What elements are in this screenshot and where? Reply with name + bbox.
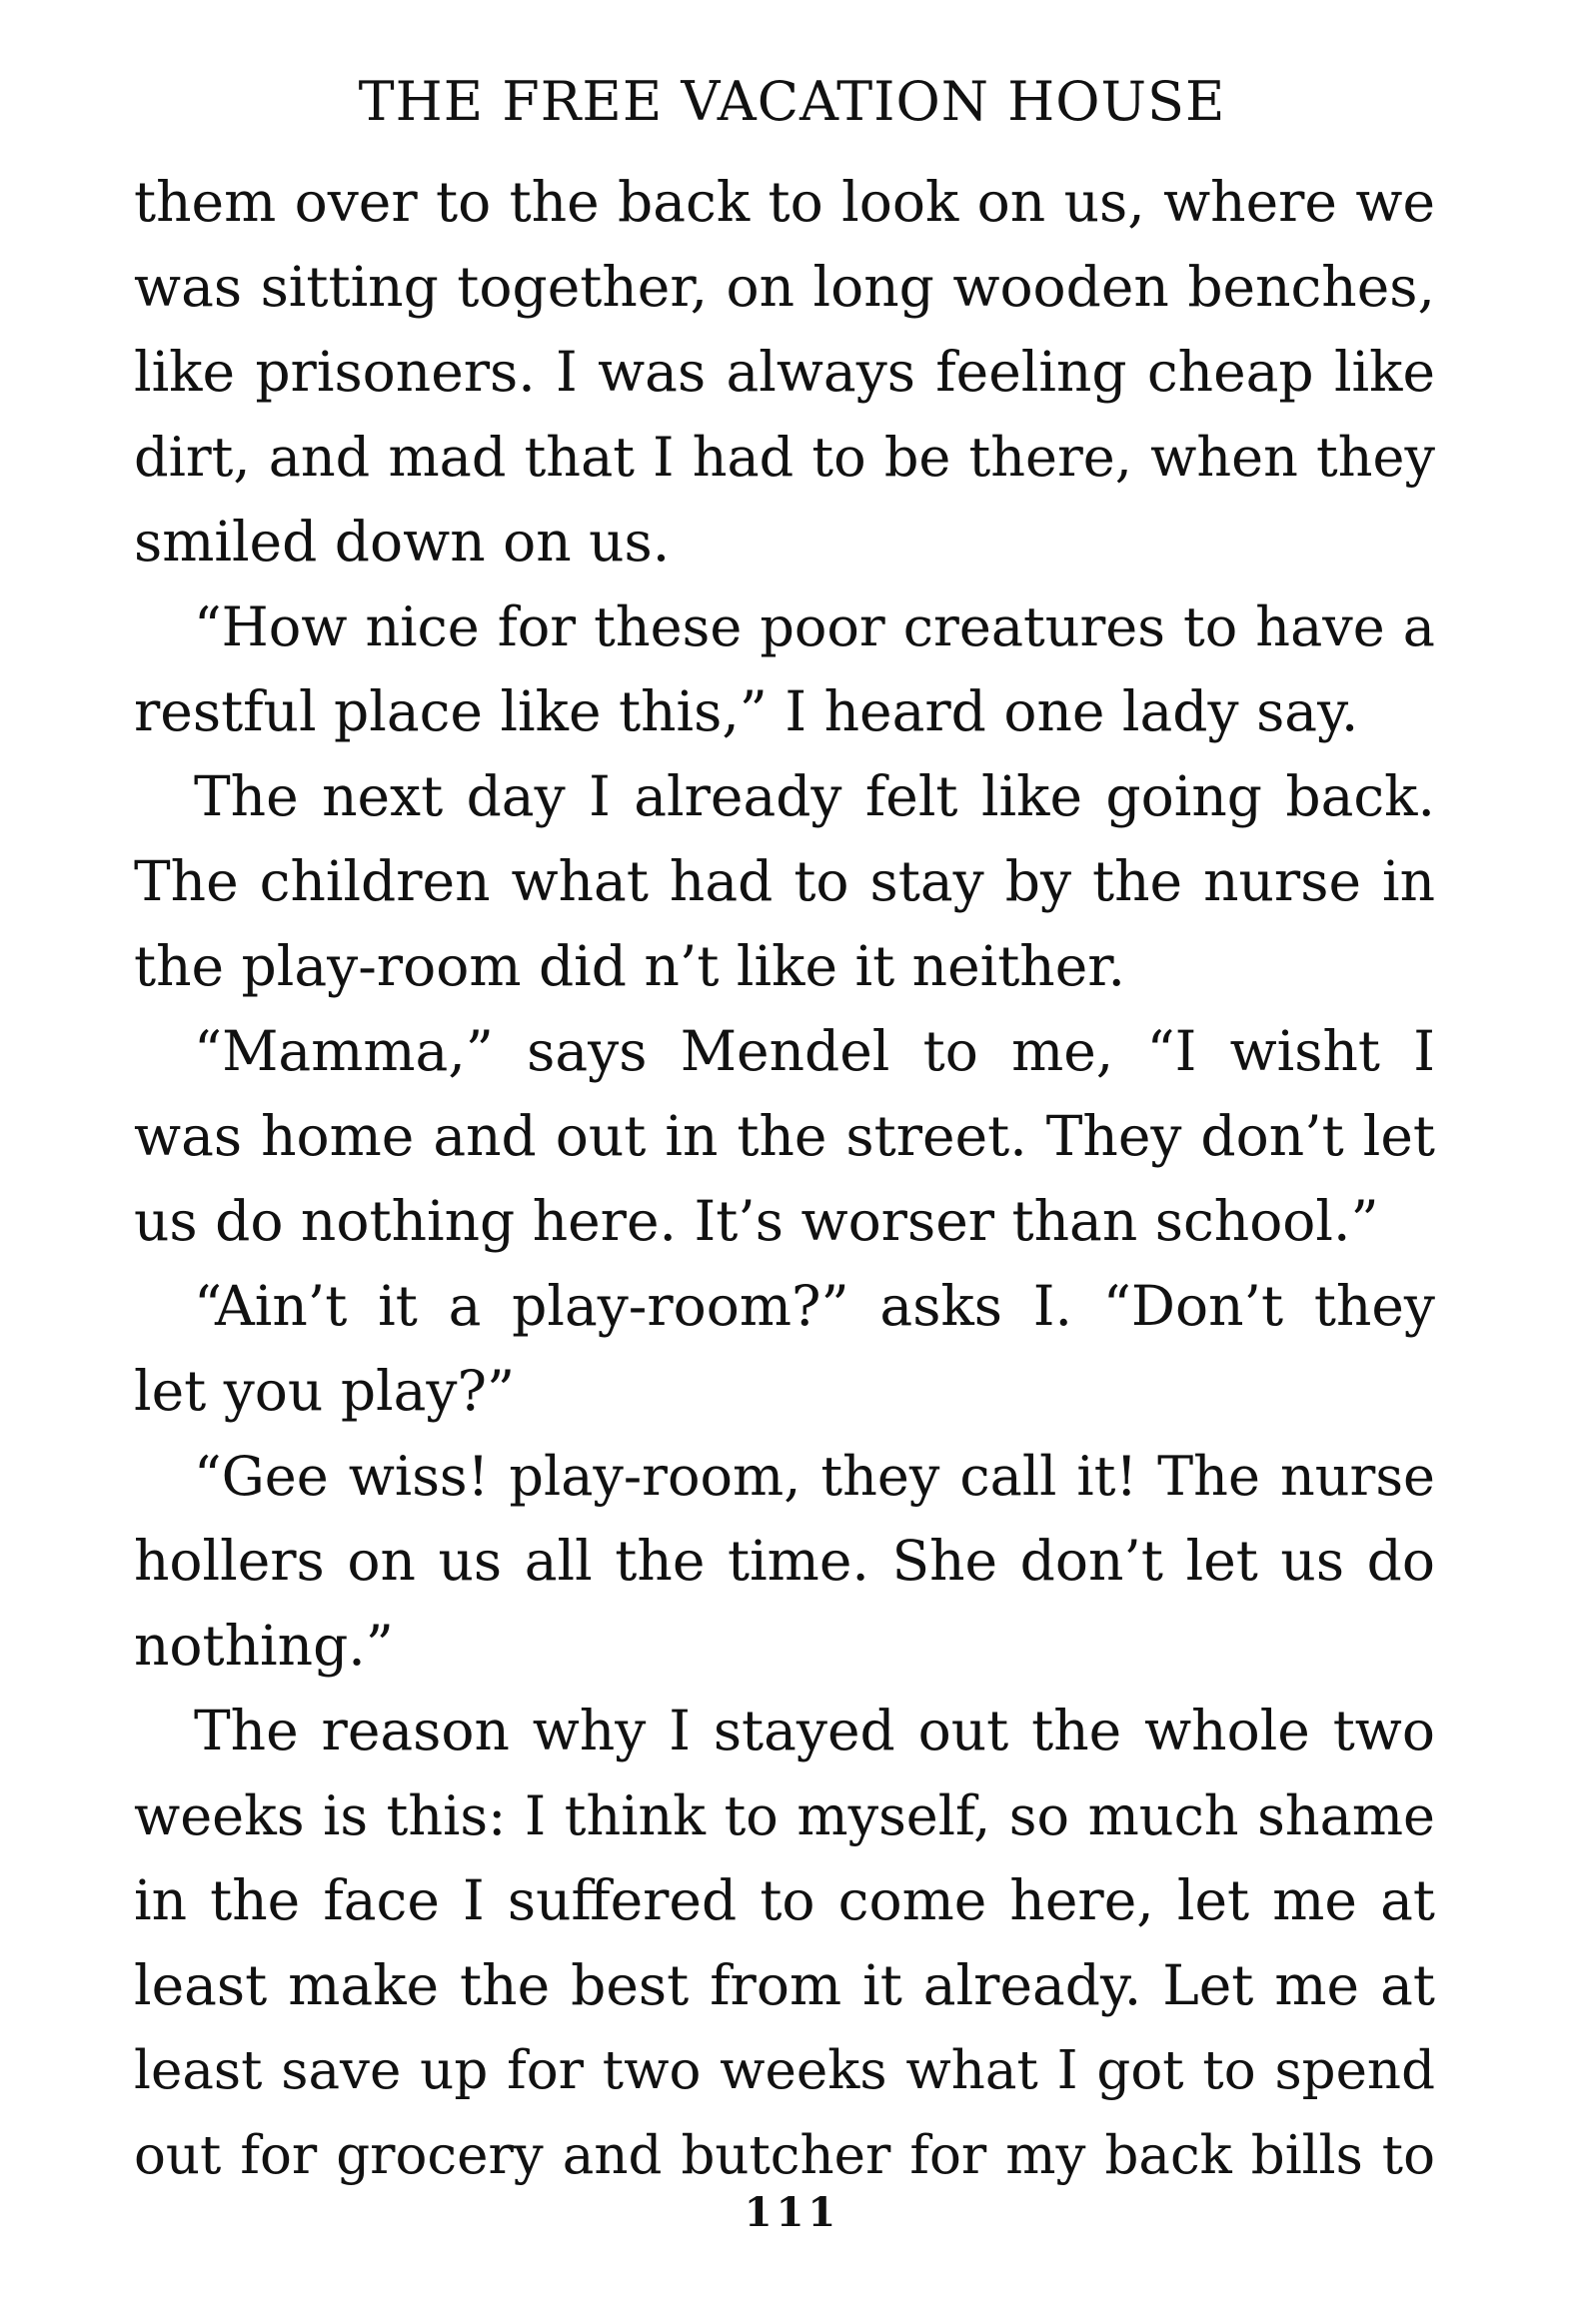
text-line: let you play?” [134,1359,516,1423]
text-line: “Ain’t it a play-room?” asks I. “Don’t they [194,1274,1435,1338]
text-line: dirt, and mad that I had to be there, when they [134,426,1435,489]
body-text [134,160,1435,2198]
text-line: smiled down on us. [134,510,671,574]
page-number: 111 [744,2189,840,2236]
text-line: hollers on us all the time. She don’t let us do [134,1529,1435,1593]
text-line: was home and out in the street. They don’t let [134,1104,1435,1168]
running-head: THE FREE VACATION HOUSE [358,70,1226,133]
text-line: like prisoners. I was always feeling cheap like [134,340,1435,404]
text-line: nothing.” [134,1614,394,1678]
text-line: least make the best from it already. Let me at [134,1953,1435,2017]
text-line: The children what had to stay by the nurse in [134,849,1435,913]
text-line: was sitting together, on long wooden benches, [134,255,1435,319]
text-line: “Mamma,” says Mendel to me, “I wisht I [194,1019,1435,1083]
text-line: weeks is this: I think to myself, so much shame [134,1784,1435,1847]
text-line: The reason why I stayed out the whole two [194,1699,1435,1762]
text-line: them over to the back to look on us, where we [134,170,1435,234]
text-line: restful place like this,” I heard one lady say. [134,679,1359,743]
text-line: “How nice for these poor creatures to have a [194,595,1435,658]
text-line: us do nothing here. It’s worser than school.” [134,1189,1379,1253]
text-line: “Gee wiss! play-room, they call it! The nurse [194,1445,1435,1508]
text-line: least save up for two weeks what I got to spend [134,2040,1435,2101]
text-line: The next day I already felt like going back. [194,764,1435,828]
text-line: in the face I suffered to come here, let me at [134,1868,1435,1932]
text-line: the play-room did n’t like it neither. [134,934,1126,998]
text-line: out for grocery and butcher for my back bills to [134,2125,1435,2186]
